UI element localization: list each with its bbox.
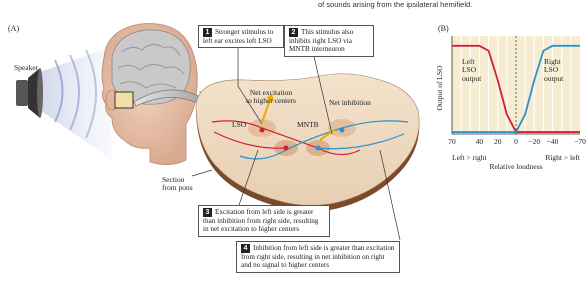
top-caption: of sounds arising from the ipsilateral hemifield.: [318, 0, 473, 9]
x-tick-label: 40: [475, 137, 484, 146]
callout-4-text: Inhibition from left side is greater than excitation from right side, resulting in net inhibition on right and no signal to higher centers: [241, 244, 395, 270]
x-tick-label: 20: [493, 137, 502, 146]
lso-label: LSO: [232, 120, 247, 129]
callout-2-text: This stimulus also inhibits right LSO via MNTB interneuron: [289, 28, 354, 54]
chart-x-ticks: [448, 137, 586, 146]
panel-b-label: (B): [438, 24, 449, 33]
callout-3: [198, 205, 330, 237]
speaker-icon: [16, 68, 43, 118]
lso-output-chart: [430, 30, 586, 170]
callout-1: [198, 25, 284, 48]
chart-right-direction: Right > left: [545, 153, 580, 162]
chart-left-direction: Left > right: [452, 153, 487, 162]
section-label: Section from pons: [162, 175, 193, 193]
net-excitation-label: Net excitation to higher centers: [246, 88, 296, 106]
callout-3-text: Excitation from left side is greater than inhibition from right side, resulting in net excitation to higher centers: [203, 208, 319, 234]
chart-xlabel: Relative loudness: [489, 162, 543, 170]
x-tick-label: −20: [528, 137, 541, 146]
x-tick-label: −40: [546, 137, 559, 146]
chart-ylabel: Output of LSO: [435, 65, 444, 111]
x-tick-label: −70: [574, 137, 586, 146]
left-lso-output-label: Left LSO output: [462, 57, 482, 83]
callout-2-number: 2: [289, 28, 298, 37]
callout-4-number: 4: [241, 244, 250, 253]
speaker-label: Speaker: [14, 63, 39, 72]
x-tick-label: 0: [514, 137, 518, 146]
net-inhibition-label: Net inhibition: [329, 98, 371, 107]
panel-a-label: (A): [8, 24, 20, 33]
callout-3-number: 3: [203, 208, 212, 217]
mntb-label: MNTB: [297, 120, 319, 129]
pons-section: [196, 74, 419, 212]
callout-1-text: Stronger stimulus to left ear excites left LSO: [203, 28, 274, 45]
sound-waves: [40, 48, 112, 160]
callout-2: [284, 25, 374, 57]
callout-1-number: 1: [203, 28, 212, 37]
callout-4: [236, 241, 400, 273]
x-tick-label: 70: [448, 137, 456, 146]
right-lso-output-label: Right LSO output: [544, 57, 564, 83]
